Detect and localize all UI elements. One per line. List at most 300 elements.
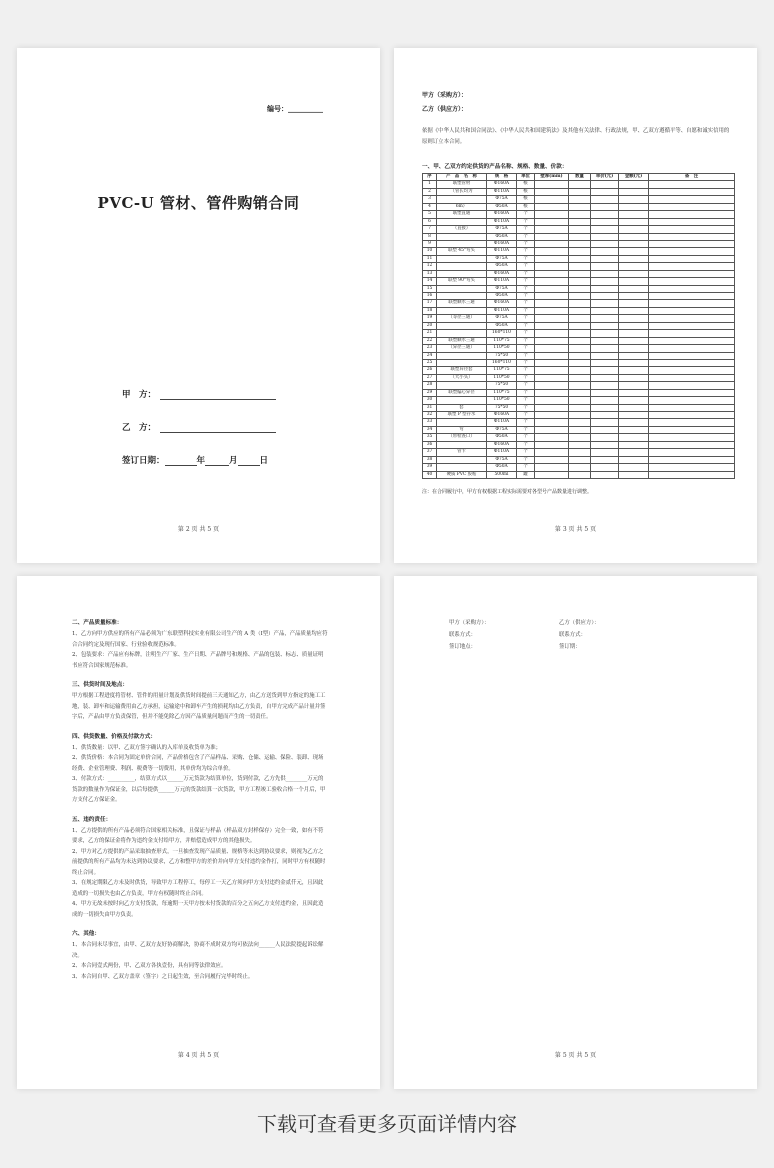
table-cell (591, 293, 619, 300)
section-paragraph: 1、乙方向甲方供应的所有产品必须为广东联塑科技实业有限公司生产的 A 类（Ⅰ型）产品，产品质量均应符合合同约定及现行国家、行业验收规范标准。 (72, 631, 328, 648)
table-cell (619, 293, 649, 300)
table-row (423, 285, 735, 292)
table-cell (569, 345, 591, 352)
table-cell: 个 (517, 404, 535, 411)
table-cell: 个 (517, 226, 535, 233)
table-cell (535, 285, 569, 292)
table-cell: 个 (517, 322, 535, 329)
table-cell: 罐 (517, 471, 535, 478)
table-cell: 弯 (437, 426, 487, 433)
table-cell: 4 (423, 203, 437, 210)
table-cell: 个 (517, 449, 535, 456)
download-caption: 下载可查看更多页面详情内容 (257, 1112, 517, 1136)
table-cell (591, 330, 619, 337)
table-cell: Φ110A (487, 188, 517, 195)
year-label: 年 (196, 456, 206, 466)
table-cell: 联塑直通 (437, 211, 487, 218)
table-cell (649, 248, 735, 255)
table-cell (619, 233, 649, 240)
table-cell: 10 (423, 248, 437, 255)
section-title: 五、违约责任： (72, 816, 112, 823)
table-cell: Φ160A (487, 211, 517, 218)
table-cell (535, 397, 569, 404)
table-cell: 17 (423, 300, 437, 307)
table-cell (649, 441, 735, 448)
table-cell: 16 (423, 293, 437, 300)
table-cell (619, 441, 649, 448)
table-cell (437, 233, 487, 240)
table-cell: 14 (423, 278, 437, 285)
table-cell: 7 (423, 226, 437, 233)
cover-page (17, 48, 380, 563)
table-cell (437, 285, 487, 292)
table-cell (591, 240, 619, 247)
table-header-cell: 产 品 名 称 (437, 174, 487, 181)
table-row (423, 322, 735, 329)
sig-date: 签订期： (559, 644, 581, 650)
table-cell (591, 426, 619, 433)
table-cell: 个 (517, 382, 535, 389)
table-cell (535, 270, 569, 277)
table-cell (619, 322, 649, 329)
table-cell: Φ75A (487, 255, 517, 262)
table-cell (591, 322, 619, 329)
table-cell (649, 278, 735, 285)
table-cell: 22 (423, 337, 437, 344)
table-cell: 个 (517, 426, 535, 433)
table-cell: Φ110A (487, 449, 517, 456)
table-cell (569, 412, 591, 419)
table-row (423, 359, 735, 366)
table-cell: （直接） (437, 226, 487, 233)
table-cell: 个 (517, 240, 535, 247)
table-cell (649, 397, 735, 404)
sig-buyer-label: 甲方（采购方）： (449, 620, 490, 626)
table-cell: 30 (423, 397, 437, 404)
table-row (423, 449, 735, 456)
table-cell (649, 211, 735, 218)
table-cell (649, 367, 735, 374)
table-cell: 根 (517, 181, 535, 188)
month-label: 月 (229, 456, 238, 466)
table-cell (591, 359, 619, 366)
table-row (423, 248, 735, 255)
table-cell: 75*50 (487, 352, 517, 359)
table-body (423, 181, 735, 479)
table-cell (535, 345, 569, 352)
table-cell (591, 196, 619, 203)
table-cell (535, 330, 569, 337)
table-cell (619, 248, 649, 255)
table-cell (437, 382, 487, 389)
table-cell (649, 293, 735, 300)
table-cell: Φ160A (487, 412, 517, 419)
table-row (423, 278, 735, 285)
table-row (423, 315, 735, 322)
table-cell: 160*110 (487, 330, 517, 337)
product-table (422, 173, 735, 479)
table-cell: 个 (517, 293, 535, 300)
table-cell (591, 270, 619, 277)
table-cell (649, 449, 735, 456)
table-cell (649, 203, 735, 210)
table-cell (619, 218, 649, 225)
table-cell: 个 (517, 419, 535, 426)
table-cell: Φ110A (487, 419, 517, 426)
table-cell (619, 300, 649, 307)
table-cell: Φ110A (487, 307, 517, 314)
table-row (423, 203, 735, 210)
table-cell (535, 464, 569, 471)
table-cell (437, 359, 487, 366)
page-footer: 第 5 页 共 5 页 (554, 1052, 597, 1059)
table-cell (569, 270, 591, 277)
section-paragraph: 2、供货价格：本合同为固定单价合同，产品价格包含了产品样品、采购、仓储、运输、保险、装卸、现场经费、企业管理费、利润、税费等一切费用，其单价均为综合单价。 (72, 755, 324, 772)
table-cell (619, 352, 649, 359)
table-cell (649, 188, 735, 195)
table-cell (649, 389, 735, 396)
table-cell: 18 (423, 307, 437, 314)
table-cell: 个 (517, 434, 535, 441)
table-cell (591, 345, 619, 352)
table-cell: 110*75 (487, 389, 517, 396)
table-cell (535, 278, 569, 285)
table-cell (591, 315, 619, 322)
table-cell (535, 382, 569, 389)
section-paragraph: 4、甲方无故未按时向乙方支付货款，每逾期一天甲方按未付货款的百分之五向乙方支付违约金，且因此造成的一切损失由甲方负责。 (72, 901, 324, 918)
page-footer: 第 4 页 共 5 页 (177, 1052, 220, 1059)
table-cell (649, 285, 735, 292)
table-cell (535, 404, 569, 411)
table-cell (535, 203, 569, 210)
table-cell (437, 196, 487, 203)
table-row (423, 434, 735, 441)
table-cell (535, 218, 569, 225)
table-cell (535, 441, 569, 448)
sig-seller-label: 乙方（供应方）： (559, 620, 600, 626)
table-cell (649, 426, 735, 433)
table-cell: 34 (423, 426, 437, 433)
table-cell: 110*50 (487, 374, 517, 381)
table-cell (591, 389, 619, 396)
party-a-row (122, 388, 276, 400)
table-cell (619, 203, 649, 210)
table-cell (619, 196, 649, 203)
table-cell (591, 211, 619, 218)
table-cell (437, 255, 487, 262)
table-cell (619, 188, 649, 195)
table-cell: 36 (423, 441, 437, 448)
table-cell (619, 255, 649, 262)
sig-place: 签订地点： (449, 644, 476, 650)
table-cell (569, 397, 591, 404)
party-a-blank (160, 390, 276, 400)
table-cell: Φ50A (487, 203, 517, 210)
table-cell (591, 255, 619, 262)
table-header-cell: 序 (423, 174, 437, 181)
table-cell: Φ50A (487, 434, 517, 441)
sign-date-label: 签订日期： (122, 456, 165, 466)
table-row (423, 181, 735, 188)
table-cell (535, 240, 569, 247)
table-cell (591, 434, 619, 441)
table-cell: Φ75A (487, 226, 517, 233)
table-cell: 23 (423, 345, 437, 352)
table-cell (535, 352, 569, 359)
party-a-label: 甲 方： (122, 390, 157, 400)
table-row (423, 404, 735, 411)
table-cell (535, 226, 569, 233)
party-b-row (122, 421, 276, 433)
buyer-label: 甲方（采购方）： (422, 92, 468, 99)
table-cell (619, 434, 649, 441)
table-cell (535, 374, 569, 381)
table-cell (619, 270, 649, 277)
table-cell: 26 (423, 367, 437, 374)
table-cell: 19 (423, 315, 437, 322)
table-cell: 个 (517, 337, 535, 344)
table-cell: 个 (517, 211, 535, 218)
table-cell (569, 404, 591, 411)
table-cell: 110*75 (487, 367, 517, 374)
table-cell: （大小头） (437, 374, 487, 381)
table-header-cell: 单位 (517, 174, 535, 181)
table-cell (619, 382, 649, 389)
table-cell (649, 218, 735, 225)
table-cell: 20 (423, 322, 437, 329)
table-row (423, 293, 735, 300)
table-cell: 40 (423, 471, 437, 478)
table-cell (619, 307, 649, 314)
table-cell: 联塑 P 型存水 (437, 412, 487, 419)
table-cell (649, 337, 735, 344)
table-cell: 个 (517, 367, 535, 374)
table-cell (619, 471, 649, 478)
table-cell: 联塑顺水三通 (437, 337, 487, 344)
table-row (423, 330, 735, 337)
table-cell (535, 389, 569, 396)
table-cell (591, 441, 619, 448)
month-blank (205, 456, 229, 466)
terms-body (72, 618, 328, 982)
table-cell (569, 248, 591, 255)
seller-label: 乙方（供应方）： (422, 106, 468, 113)
table-cell: 33 (423, 419, 437, 426)
table-cell: （管长均为 (437, 188, 487, 195)
table-cell (569, 196, 591, 203)
table-cell: （等径三通） (437, 315, 487, 322)
table-cell (591, 464, 619, 471)
table-cell (569, 449, 591, 456)
table-cell (591, 337, 619, 344)
party-b-label: 乙 方： (122, 423, 157, 433)
table-cell: 联塑偏心异径 (437, 389, 487, 396)
table-cell (649, 307, 735, 314)
signature-page (394, 576, 757, 1089)
table-cell: 37 (423, 449, 437, 456)
table-cell (649, 419, 735, 426)
intro-paragraph: 依据《中华人民共和国合同法》、《中华人民共和国建筑法》及其他有关法律、行政法规，甲、乙双方遵循平等、自愿和诚实信用的原则订立本合同。 (422, 128, 730, 145)
table-cell (535, 359, 569, 366)
table-header-cell: 备 注 (649, 174, 735, 181)
table-cell (569, 464, 591, 471)
table-header-cell: 数量 (569, 174, 591, 181)
table-cell: Φ75A (487, 426, 517, 433)
table-cell: 套 (437, 404, 487, 411)
table-cell (649, 263, 735, 270)
table-cell: 个 (517, 307, 535, 314)
table-row (423, 337, 735, 344)
table-row (423, 218, 735, 225)
table-cell (569, 211, 591, 218)
table-row (423, 188, 735, 195)
table-row (423, 240, 735, 247)
table-cell: 根 (517, 196, 535, 203)
table-cell (649, 464, 735, 471)
table-cell (569, 218, 591, 225)
table-cell: Φ160A (487, 270, 517, 277)
day-blank (238, 456, 260, 466)
table-row (423, 307, 735, 314)
table-cell (619, 240, 649, 247)
table-cell (649, 404, 735, 411)
table-cell (649, 233, 735, 240)
table-cell (569, 263, 591, 270)
table-cell: Φ110A (487, 248, 517, 255)
table-cell (535, 263, 569, 270)
table-cell: 个 (517, 412, 535, 419)
table-cell: Φ110A (487, 278, 517, 285)
section-paragraph: 2、本合同壹式两份，甲、乙双方各执壹份，具有同等法律效应。 (72, 963, 227, 969)
table-cell: 个 (517, 270, 535, 277)
table-cell: 个 (517, 359, 535, 366)
table-cell: Φ50A (487, 293, 517, 300)
table-cell: 联塑 90°弯头 (437, 278, 487, 285)
table-cell (437, 322, 487, 329)
table-cell (437, 330, 487, 337)
table-cell (569, 188, 591, 195)
table-row (423, 226, 735, 233)
table-cell (591, 203, 619, 210)
table-cell (535, 233, 569, 240)
table-cell: Φ75A (487, 315, 517, 322)
table-cell (437, 240, 487, 247)
table-cell (535, 307, 569, 314)
table-row (423, 345, 735, 352)
contract-title: PVC-U 管材、管件购销合同 (97, 194, 300, 212)
table-cell: 个 (517, 263, 535, 270)
table-cell (591, 300, 619, 307)
table-row (423, 211, 735, 218)
table-cell (649, 345, 735, 352)
table-cell (535, 419, 569, 426)
table-cell: 9 (423, 240, 437, 247)
table-cell (591, 248, 619, 255)
table-cell: 27 (423, 374, 437, 381)
table-cell (649, 471, 735, 478)
table-cell: Φ50A (487, 263, 517, 270)
page-footer: 第 2 页 共 5 页 (177, 526, 220, 533)
table-cell (535, 300, 569, 307)
table-cell: 75*50 (487, 382, 517, 389)
table-cell (569, 307, 591, 314)
year-blank (165, 456, 197, 466)
table-cell (437, 441, 487, 448)
table-cell: 35 (423, 434, 437, 441)
table-row (423, 412, 735, 419)
table-cell: 15 (423, 285, 437, 292)
table-cell: 联塑管材 (437, 181, 487, 188)
table-cell (591, 352, 619, 359)
table-row (423, 352, 735, 359)
table-cell: 个 (517, 441, 535, 448)
table-cell (535, 449, 569, 456)
table-cell (619, 367, 649, 374)
page-footer: 第 3 页 共 5 页 (554, 526, 597, 533)
section-paragraph: 甲方根据工程进度将管材、管件的用量计划及供货时间提前三天通知乙方，由乙方送货到甲方指定的施工工地，装、卸车和运输费用由乙方承担，运输途中和卸车产生的损耗均由乙方负责，自甲方完成产品计量并签字后，产品由甲方负责保管，但并不能免除乙方因产品质量问题而产生的一切责任。 (72, 693, 326, 720)
table-cell (569, 255, 591, 262)
table-cell (619, 226, 649, 233)
table-cell: 根 (517, 203, 535, 210)
table-cell (619, 278, 649, 285)
table-cell (649, 352, 735, 359)
table-cell (619, 285, 649, 292)
section-title: 四、供货数量、价格及付款方式： (72, 733, 156, 740)
table-cell (535, 367, 569, 374)
table-cell: 个 (517, 352, 535, 359)
table-cell (535, 412, 569, 419)
table-cell (437, 397, 487, 404)
table-cell: 个 (517, 397, 535, 404)
table-cell: 8 (423, 233, 437, 240)
table-cell (591, 374, 619, 381)
table-cell (569, 426, 591, 433)
table-cell (569, 359, 591, 366)
table-cell (569, 226, 591, 233)
table-header-cell: 单价(元) (591, 174, 619, 181)
table-cell: 28 (423, 382, 437, 389)
table-cell (569, 293, 591, 300)
table-cell (591, 285, 619, 292)
table-cell: 个 (517, 464, 535, 471)
table-cell (535, 211, 569, 218)
table-cell: 个 (517, 218, 535, 225)
table-cell: 31 (423, 404, 437, 411)
table-cell (649, 226, 735, 233)
table-cell (535, 337, 569, 344)
table-cell (619, 330, 649, 337)
table-cell (437, 218, 487, 225)
table-cell: 39 (423, 464, 437, 471)
table-cell (535, 188, 569, 195)
table-row (423, 300, 735, 307)
table-cell (535, 322, 569, 329)
section-paragraph: 1、供货数量：以甲、乙双方签字确认的入库单及收货单为准； (72, 744, 221, 751)
table-cell: Φ50A (487, 322, 517, 329)
table-cell (569, 471, 591, 478)
table-row (423, 419, 735, 426)
table-header-cell: 壁厚(mm) (535, 174, 569, 181)
table-cell: 联塑 45°弯头 (437, 248, 487, 255)
table-cell (535, 456, 569, 463)
table-cell (437, 293, 487, 300)
table-cell (569, 240, 591, 247)
table-cell (649, 240, 735, 247)
section-paragraph: 3、在规定期限乙方未及时供货，导致甲方工程停工，每停工一天乙方须向甲方支付违约金贰仟元，且因此造成的一切损失也由乙方负责，甲方有权随时终止合同。 (72, 880, 324, 897)
table-cell (649, 382, 735, 389)
table-cell: 个 (517, 330, 535, 337)
table-cell (591, 397, 619, 404)
